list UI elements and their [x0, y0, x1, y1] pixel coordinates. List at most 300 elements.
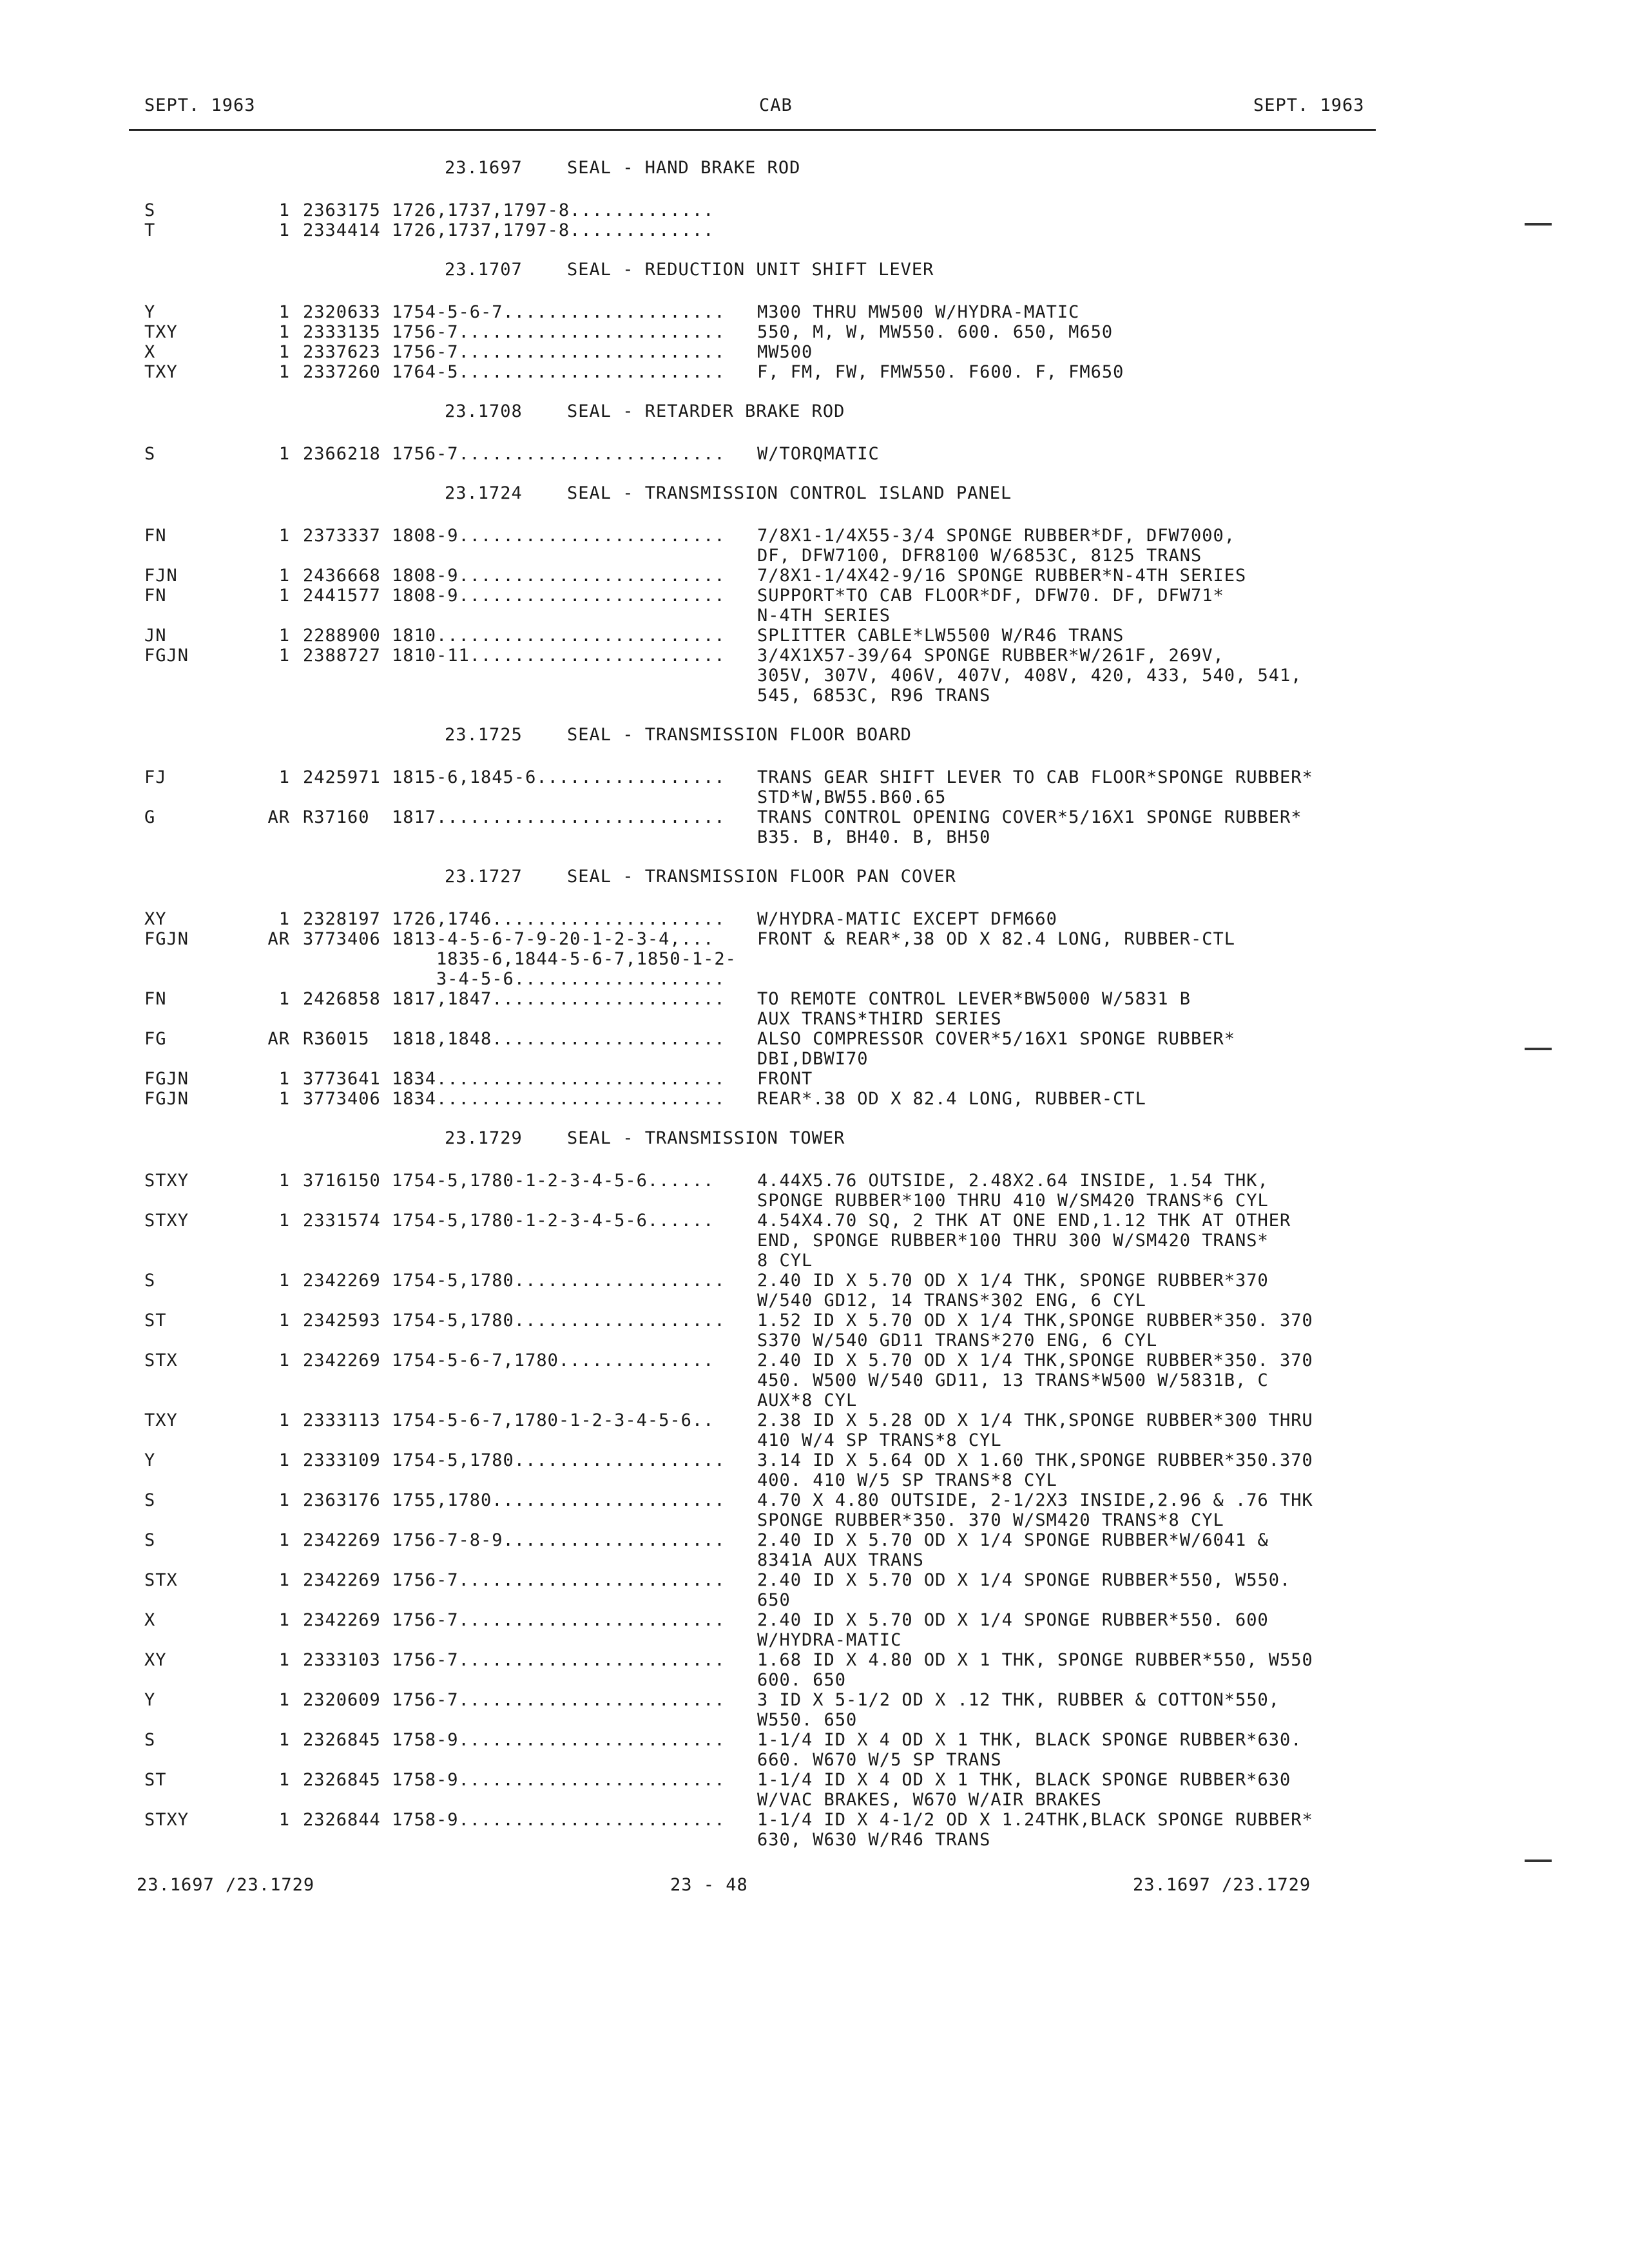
part-row	[0, 929, 1629, 989]
group-number: 23.1708	[445, 401, 523, 421]
part-row-line	[0, 1650, 1629, 1670]
quantity: 1	[278, 1211, 290, 1231]
quantity: 1	[278, 1450, 290, 1470]
part-row	[0, 1311, 1629, 1350]
group-spacer	[0, 240, 1629, 260]
model-code: S	[144, 444, 156, 464]
part-description: 2.38 ID X 5.28 OD X 1/4 THK,SPONGE RUBBER*300 THRU	[757, 1410, 1313, 1430]
part-row	[0, 566, 1629, 586]
part-row	[0, 1271, 1629, 1311]
group-heading	[0, 1128, 1629, 1171]
part-number: 2320609	[303, 1690, 381, 1710]
part-row-line	[0, 1770, 1629, 1790]
model-range: 1808-9........................	[392, 526, 726, 546]
model-code: FGJN	[144, 1089, 189, 1109]
group-title: SEAL - HAND BRAKE ROD	[567, 158, 801, 178]
model-code: FG	[144, 1029, 167, 1049]
part-row-line	[0, 1231, 1629, 1251]
part-row-line	[0, 787, 1629, 807]
group-title: SEAL - TRANSMISSION TOWER	[567, 1128, 845, 1148]
part-row	[0, 1730, 1629, 1770]
part-group	[0, 1128, 1629, 1869]
margin-mark	[1525, 1860, 1552, 1862]
quantity: 1	[278, 1069, 290, 1089]
model-code: Y	[144, 1690, 156, 1710]
model-range: 1756-7........................	[392, 1690, 726, 1710]
part-row-line	[0, 1350, 1629, 1370]
part-row	[0, 220, 1629, 240]
part-description: 600. 650	[757, 1670, 847, 1690]
header-right-date: SEPT. 1963	[1253, 95, 1365, 115]
part-description: 1-1/4 ID X 4 OD X 1 THK, BLACK SPONGE RUBBER*630	[757, 1770, 1291, 1790]
quantity: 1	[278, 566, 290, 586]
part-row	[0, 1171, 1629, 1211]
model-range: 1813-4-5-6-7-9-20-1-2-3-4,...	[392, 929, 715, 949]
part-row	[0, 1450, 1629, 1490]
group-number: 23.1729	[445, 1128, 523, 1148]
model-code: Y	[144, 1450, 156, 1470]
part-description: REAR*.38 OD X 82.4 LONG, RUBBER-CTL	[757, 1089, 1146, 1109]
model-code: ST	[144, 1770, 167, 1790]
quantity: 1	[278, 1311, 290, 1331]
part-number: 3773406	[303, 1089, 381, 1109]
part-row-line	[0, 686, 1629, 706]
model-range: 1758-9........................	[392, 1770, 726, 1790]
part-row	[0, 909, 1629, 929]
group-title: SEAL - TRANSMISSION FLOOR PAN COVER	[567, 867, 956, 887]
quantity: 1	[278, 342, 290, 362]
quantity: AR	[267, 929, 290, 949]
part-row-line	[0, 1570, 1629, 1590]
quantity: 1	[278, 220, 290, 240]
quantity: 1	[278, 1350, 290, 1370]
model-range: 1810-11.......................	[392, 646, 726, 666]
part-description: 8 CYL	[757, 1251, 813, 1271]
model-code: FGJN	[144, 1069, 189, 1089]
part-row-line	[0, 1550, 1629, 1570]
part-number: 2342593	[303, 1311, 381, 1331]
part-number: 2342269	[303, 1271, 381, 1291]
part-row-line	[0, 1311, 1629, 1331]
part-description: END, SPONGE RUBBER*100 THRU 300 W/SM420 TRANS*	[757, 1231, 1269, 1251]
part-row-line	[0, 767, 1629, 787]
part-number: 2333113	[303, 1410, 381, 1430]
model-code: X	[144, 342, 156, 362]
model-code: STXY	[144, 1211, 189, 1231]
part-row	[0, 1029, 1629, 1069]
part-description: W/540 GD12, 14 TRANS*302 ENG, 6 CYL	[757, 1291, 1146, 1311]
part-row-line	[0, 1670, 1629, 1690]
part-row-line	[0, 1331, 1629, 1350]
model-range: 1756-7........................	[392, 444, 726, 464]
part-row-line	[0, 1089, 1629, 1109]
part-row	[0, 1530, 1629, 1570]
quantity: 1	[278, 626, 290, 646]
part-description: F, FM, FW, FMW550. F600. F, FM650	[757, 362, 1124, 382]
part-row	[0, 1211, 1629, 1271]
part-description: FRONT & REAR*,38 OD X 82.4 LONG, RUBBER-CTL	[757, 929, 1235, 949]
part-description: TRANS GEAR SHIFT LEVER TO CAB FLOOR*SPONGE RUBBER*	[757, 767, 1313, 787]
model-range: 1754-5-6-7,1780..............	[392, 1350, 715, 1370]
quantity: 1	[278, 646, 290, 666]
model-code: STX	[144, 1570, 178, 1590]
part-row-line	[0, 526, 1629, 546]
part-group	[0, 401, 1629, 483]
model-code: JN	[144, 626, 167, 646]
model-code: XY	[144, 1650, 167, 1670]
part-description: AUX TRANS*THIRD SERIES	[757, 1009, 1002, 1029]
part-number: 2337260	[303, 362, 381, 382]
part-number: 2366218	[303, 444, 381, 464]
part-row	[0, 1089, 1629, 1109]
part-row	[0, 342, 1629, 362]
part-row-line	[0, 1430, 1629, 1450]
part-row	[0, 1770, 1629, 1810]
part-description: 8341A AUX TRANS	[757, 1550, 924, 1570]
group-spacer	[0, 706, 1629, 725]
part-group	[0, 158, 1629, 260]
part-number: 2334414	[303, 220, 381, 240]
part-group	[0, 483, 1629, 725]
part-row-line	[0, 1750, 1629, 1770]
margin-mark	[1525, 1048, 1552, 1050]
part-number: 2342269	[303, 1350, 381, 1370]
model-range: 1808-9........................	[392, 586, 726, 606]
group-number: 23.1697	[445, 158, 523, 178]
model-code: FGJN	[144, 646, 189, 666]
model-range: 1756-7........................	[392, 1610, 726, 1630]
part-row-line	[0, 220, 1629, 240]
part-description: W550. 650	[757, 1710, 858, 1730]
model-range: 1754-5,1780-1-2-3-4-5-6......	[392, 1211, 715, 1231]
part-number: 2426858	[303, 989, 381, 1009]
part-row-line	[0, 1251, 1629, 1271]
part-row-line	[0, 1710, 1629, 1730]
part-row-line	[0, 827, 1629, 847]
part-row-line	[0, 949, 1629, 969]
model-range: 1764-5........................	[392, 362, 726, 382]
quantity: 1	[278, 1610, 290, 1630]
part-row-line	[0, 646, 1629, 666]
model-range: 1756-7........................	[392, 1570, 726, 1590]
part-row	[0, 1410, 1629, 1450]
group-title: SEAL - RETARDER BRAKE ROD	[567, 401, 845, 421]
part-description: 400. 410 W/5 SP TRANS*8 CYL	[757, 1470, 1057, 1490]
header-rule	[129, 129, 1376, 131]
footer-right-range: 23.1697 /23.1729	[1133, 1875, 1311, 1895]
part-row-line	[0, 1530, 1629, 1550]
part-number: R37160	[303, 807, 370, 827]
quantity: 1	[278, 1650, 290, 1670]
part-row	[0, 444, 1629, 464]
group-title: SEAL - TRANSMISSION CONTROL ISLAND PANEL	[567, 483, 1012, 503]
part-description: TRANS CONTROL OPENING COVER*5/16X1 SPONGE RUBBER*	[757, 807, 1302, 827]
model-range: 1756-7........................	[392, 342, 726, 362]
part-number: 2425971	[303, 767, 381, 787]
model-code: TXY	[144, 322, 178, 342]
model-range: 1754-5-6-7....................	[392, 302, 726, 322]
part-row-line	[0, 1291, 1629, 1311]
model-range: 1758-9........................	[392, 1730, 726, 1750]
part-description: 650	[757, 1590, 791, 1610]
model-code: S	[144, 1530, 156, 1550]
quantity: AR	[267, 1029, 290, 1049]
model-range: 1726,1737,1797-8.............	[392, 220, 715, 240]
part-row-line	[0, 1510, 1629, 1530]
model-range: 1817,1847.....................	[392, 989, 726, 1009]
part-group	[0, 725, 1629, 867]
part-number: 2363176	[303, 1490, 381, 1510]
part-number: 2337623	[303, 342, 381, 362]
model-range: 1754-5,1780-1-2-3-4-5-6......	[392, 1171, 715, 1191]
part-number: 2326845	[303, 1770, 381, 1790]
part-number: 2328197	[303, 909, 381, 929]
part-description: SPONGE RUBBER*100 THRU 410 W/SM420 TRANS*6 CYL	[757, 1191, 1269, 1211]
group-heading	[0, 158, 1629, 200]
part-row-line	[0, 929, 1629, 949]
part-number: 2436668	[303, 566, 381, 586]
group-spacer	[0, 1850, 1629, 1869]
part-row-line	[0, 969, 1629, 989]
part-row-line	[0, 909, 1629, 929]
part-row	[0, 302, 1629, 322]
part-row-line	[0, 989, 1629, 1009]
part-number: 2373337	[303, 526, 381, 546]
model-code: FJN	[144, 566, 178, 586]
model-range: 1756-7-8-9....................	[392, 1530, 726, 1550]
quantity: 1	[278, 1570, 290, 1590]
model-range: 1754-5,1780...................	[392, 1311, 726, 1331]
part-row-line	[0, 546, 1629, 566]
part-row-line	[0, 1171, 1629, 1191]
part-number: 2326845	[303, 1730, 381, 1750]
quantity: 1	[278, 1410, 290, 1430]
part-description: 630, W630 W/R46 TRANS	[757, 1830, 991, 1850]
part-row-line	[0, 200, 1629, 220]
part-description: 4.44X5.76 OUTSIDE, 2.48X2.64 INSIDE, 1.54 THK,	[757, 1171, 1269, 1191]
part-description: 1-1/4 ID X 4 OD X 1 THK, BLACK SPONGE RUBBER*630.	[757, 1730, 1302, 1750]
header-left-date: SEPT. 1963	[144, 95, 256, 115]
part-description: MW500	[757, 342, 813, 362]
quantity: 1	[278, 444, 290, 464]
part-description: 2.40 ID X 5.70 OD X 1/4 SPONGE RUBBER*W/6041 &	[757, 1530, 1269, 1550]
group-number: 23.1725	[445, 725, 523, 745]
part-row	[0, 1570, 1629, 1610]
part-row-line	[0, 807, 1629, 827]
quantity: 1	[278, 1490, 290, 1510]
quantity: 1	[278, 1530, 290, 1550]
part-description: DBI,DBWI70	[757, 1049, 869, 1069]
part-row-line	[0, 1049, 1629, 1069]
group-heading	[0, 867, 1629, 909]
part-row-line	[0, 444, 1629, 464]
quantity: 1	[278, 1171, 290, 1191]
model-range: 1756-7........................	[392, 322, 726, 342]
part-number: 3773641	[303, 1069, 381, 1089]
part-row-line	[0, 1191, 1629, 1211]
part-row-line	[0, 362, 1629, 382]
part-row	[0, 646, 1629, 706]
part-description: 660. W670 W/5 SP TRANS	[757, 1750, 1002, 1770]
quantity: 1	[278, 1810, 290, 1830]
part-description: 550, M, W, MW550. 600. 650, M650	[757, 322, 1113, 342]
part-number: 2342269	[303, 1570, 381, 1590]
part-row-line	[0, 322, 1629, 342]
model-code: XY	[144, 909, 167, 929]
part-group	[0, 260, 1629, 401]
part-number: 3773406	[303, 929, 381, 949]
part-row-line	[0, 1590, 1629, 1610]
group-heading	[0, 725, 1629, 767]
part-row	[0, 322, 1629, 342]
quantity: 1	[278, 767, 290, 787]
quantity: 1	[278, 322, 290, 342]
model-code: S	[144, 1490, 156, 1510]
part-row-line	[0, 1069, 1629, 1089]
part-description: 3 ID X 5-1/2 OD X .12 THK, RUBBER & COTTON*550,	[757, 1690, 1280, 1710]
model-range: 1754-5,1780...................	[392, 1450, 726, 1470]
model-code: FN	[144, 586, 167, 606]
part-description: N-4TH SERIES	[757, 606, 891, 626]
part-row	[0, 1650, 1629, 1690]
group-spacer	[0, 464, 1629, 483]
part-number: 2363175	[303, 200, 381, 220]
model-code: S	[144, 200, 156, 220]
group-spacer	[0, 1109, 1629, 1128]
part-row	[0, 1810, 1629, 1850]
model-code: T	[144, 220, 156, 240]
part-description: STD*W,BW55.B60.65	[757, 787, 947, 807]
model-range: 3-4-5-6...................	[392, 969, 726, 989]
part-row-line	[0, 626, 1629, 646]
group-number: 23.1727	[445, 867, 523, 887]
quantity: 1	[278, 526, 290, 546]
part-description: S370 W/540 GD11 TRANS*270 ENG, 6 CYL	[757, 1331, 1158, 1350]
part-description: FRONT	[757, 1069, 813, 1089]
model-code: STXY	[144, 1810, 189, 1830]
group-spacer	[0, 847, 1629, 867]
quantity: 1	[278, 1690, 290, 1710]
part-number: 2333135	[303, 322, 381, 342]
part-description: 4.54X4.70 SQ, 2 THK AT ONE END,1.12 THK AT OTHER	[757, 1211, 1291, 1231]
quantity: 1	[278, 909, 290, 929]
model-range: 1726,1737,1797-8.............	[392, 200, 715, 220]
part-description: SPONGE RUBBER*350. 370 W/SM420 TRANS*8 CYL	[757, 1510, 1224, 1530]
part-description: 2.40 ID X 5.70 OD X 1/4 THK,SPONGE RUBBER*350. 370	[757, 1350, 1313, 1370]
group-number: 23.1707	[445, 260, 523, 280]
part-description: 1-1/4 ID X 4-1/2 OD X 1.24THK,BLACK SPONGE RUBBER*	[757, 1810, 1313, 1830]
model-range: 1755,1780.....................	[392, 1490, 726, 1510]
part-description: 7/8X1-1/4X55-3/4 SPONGE RUBBER*DF, DFW7000,	[757, 526, 1235, 546]
part-description: 450. W500 W/540 GD11, 13 TRANS*W500 W/5831B, C	[757, 1370, 1269, 1390]
part-description: 305V, 307V, 406V, 407V, 408V, 420, 433, 540, 541,	[757, 666, 1302, 686]
part-description: 410 W/4 SP TRANS*8 CYL	[757, 1430, 1002, 1450]
part-description: 3/4X1X57-39/64 SPONGE RUBBER*W/261F, 269V,	[757, 646, 1224, 666]
part-description: W/HYDRA-MATIC	[757, 1630, 902, 1650]
part-description: M300 THRU MW500 W/HYDRA-MATIC	[757, 302, 1080, 322]
model-code: STXY	[144, 1171, 189, 1191]
part-number: 2388727	[303, 646, 381, 666]
quantity: 1	[278, 200, 290, 220]
part-row-line	[0, 1470, 1629, 1490]
part-row-line	[0, 1410, 1629, 1430]
part-description: 2.40 ID X 5.70 OD X 1/4 SPONGE RUBBER*550, W550.	[757, 1570, 1291, 1590]
model-code: TXY	[144, 1410, 178, 1430]
quantity: 1	[278, 1271, 290, 1291]
parts-list	[0, 158, 1629, 1869]
part-description: ALSO COMPRESSOR COVER*5/16X1 SPONGE RUBBER*	[757, 1029, 1235, 1049]
part-row-line	[0, 1450, 1629, 1470]
model-range: 1835-6,1844-5-6-7,1850-1-2-	[392, 949, 737, 969]
part-row-line	[0, 666, 1629, 686]
model-range: 1818,1848.....................	[392, 1029, 726, 1049]
quantity: 1	[278, 586, 290, 606]
part-number: 2342269	[303, 1610, 381, 1630]
part-row	[0, 1490, 1629, 1530]
model-range: 1754-5,1780...................	[392, 1271, 726, 1291]
quantity: 1	[278, 989, 290, 1009]
part-description: W/TORQMATIC	[757, 444, 880, 464]
header-section-title: CAB	[759, 95, 793, 115]
model-code: FN	[144, 989, 167, 1009]
quantity: 1	[278, 1770, 290, 1790]
part-row-line	[0, 1810, 1629, 1830]
part-number: 2288900	[303, 626, 381, 646]
part-description: B35. B, BH40. B, BH50	[757, 827, 991, 847]
part-number: 2333109	[303, 1450, 381, 1470]
footer-page-number: 23 - 48	[670, 1875, 748, 1895]
quantity: 1	[278, 1089, 290, 1109]
part-number: 2326844	[303, 1810, 381, 1830]
part-row	[0, 767, 1629, 807]
part-row	[0, 526, 1629, 566]
model-range: 1817..........................	[392, 807, 726, 827]
part-row	[0, 1690, 1629, 1730]
part-row-line	[0, 566, 1629, 586]
part-description: AUX*8 CYL	[757, 1390, 858, 1410]
part-row-line	[0, 1730, 1629, 1750]
model-code: S	[144, 1271, 156, 1291]
model-code: G	[144, 807, 156, 827]
group-number: 23.1724	[445, 483, 523, 503]
part-row	[0, 807, 1629, 847]
model-code: TXY	[144, 362, 178, 382]
part-group	[0, 867, 1629, 1128]
model-code: Y	[144, 302, 156, 322]
margin-mark	[1525, 223, 1552, 226]
group-spacer	[0, 382, 1629, 401]
part-description: W/VAC BRAKES, W670 W/AIR BRAKES	[757, 1790, 1102, 1810]
part-description: 4.70 X 4.80 OUTSIDE, 2-1/2X3 INSIDE,2.96 & .76 THK	[757, 1490, 1313, 1510]
part-row-line	[0, 1271, 1629, 1291]
model-code: S	[144, 1730, 156, 1750]
part-row	[0, 362, 1629, 382]
model-code: ST	[144, 1311, 167, 1331]
part-number: 2320633	[303, 302, 381, 322]
model-code: FN	[144, 526, 167, 546]
quantity: 1	[278, 1730, 290, 1750]
part-row-line	[0, 586, 1629, 606]
part-row	[0, 626, 1629, 646]
part-row-line	[0, 606, 1629, 626]
group-title: SEAL - REDUCTION UNIT SHIFT LEVER	[567, 260, 934, 280]
part-row	[0, 1350, 1629, 1410]
part-description: 545, 6853C, R96 TRANS	[757, 686, 991, 706]
part-row	[0, 200, 1629, 220]
part-row-line	[0, 1610, 1629, 1630]
part-description: 1.68 ID X 4.80 OD X 1 THK, SPONGE RUBBER*550, W550	[757, 1650, 1313, 1670]
model-range: 1726,1746.....................	[392, 909, 726, 929]
